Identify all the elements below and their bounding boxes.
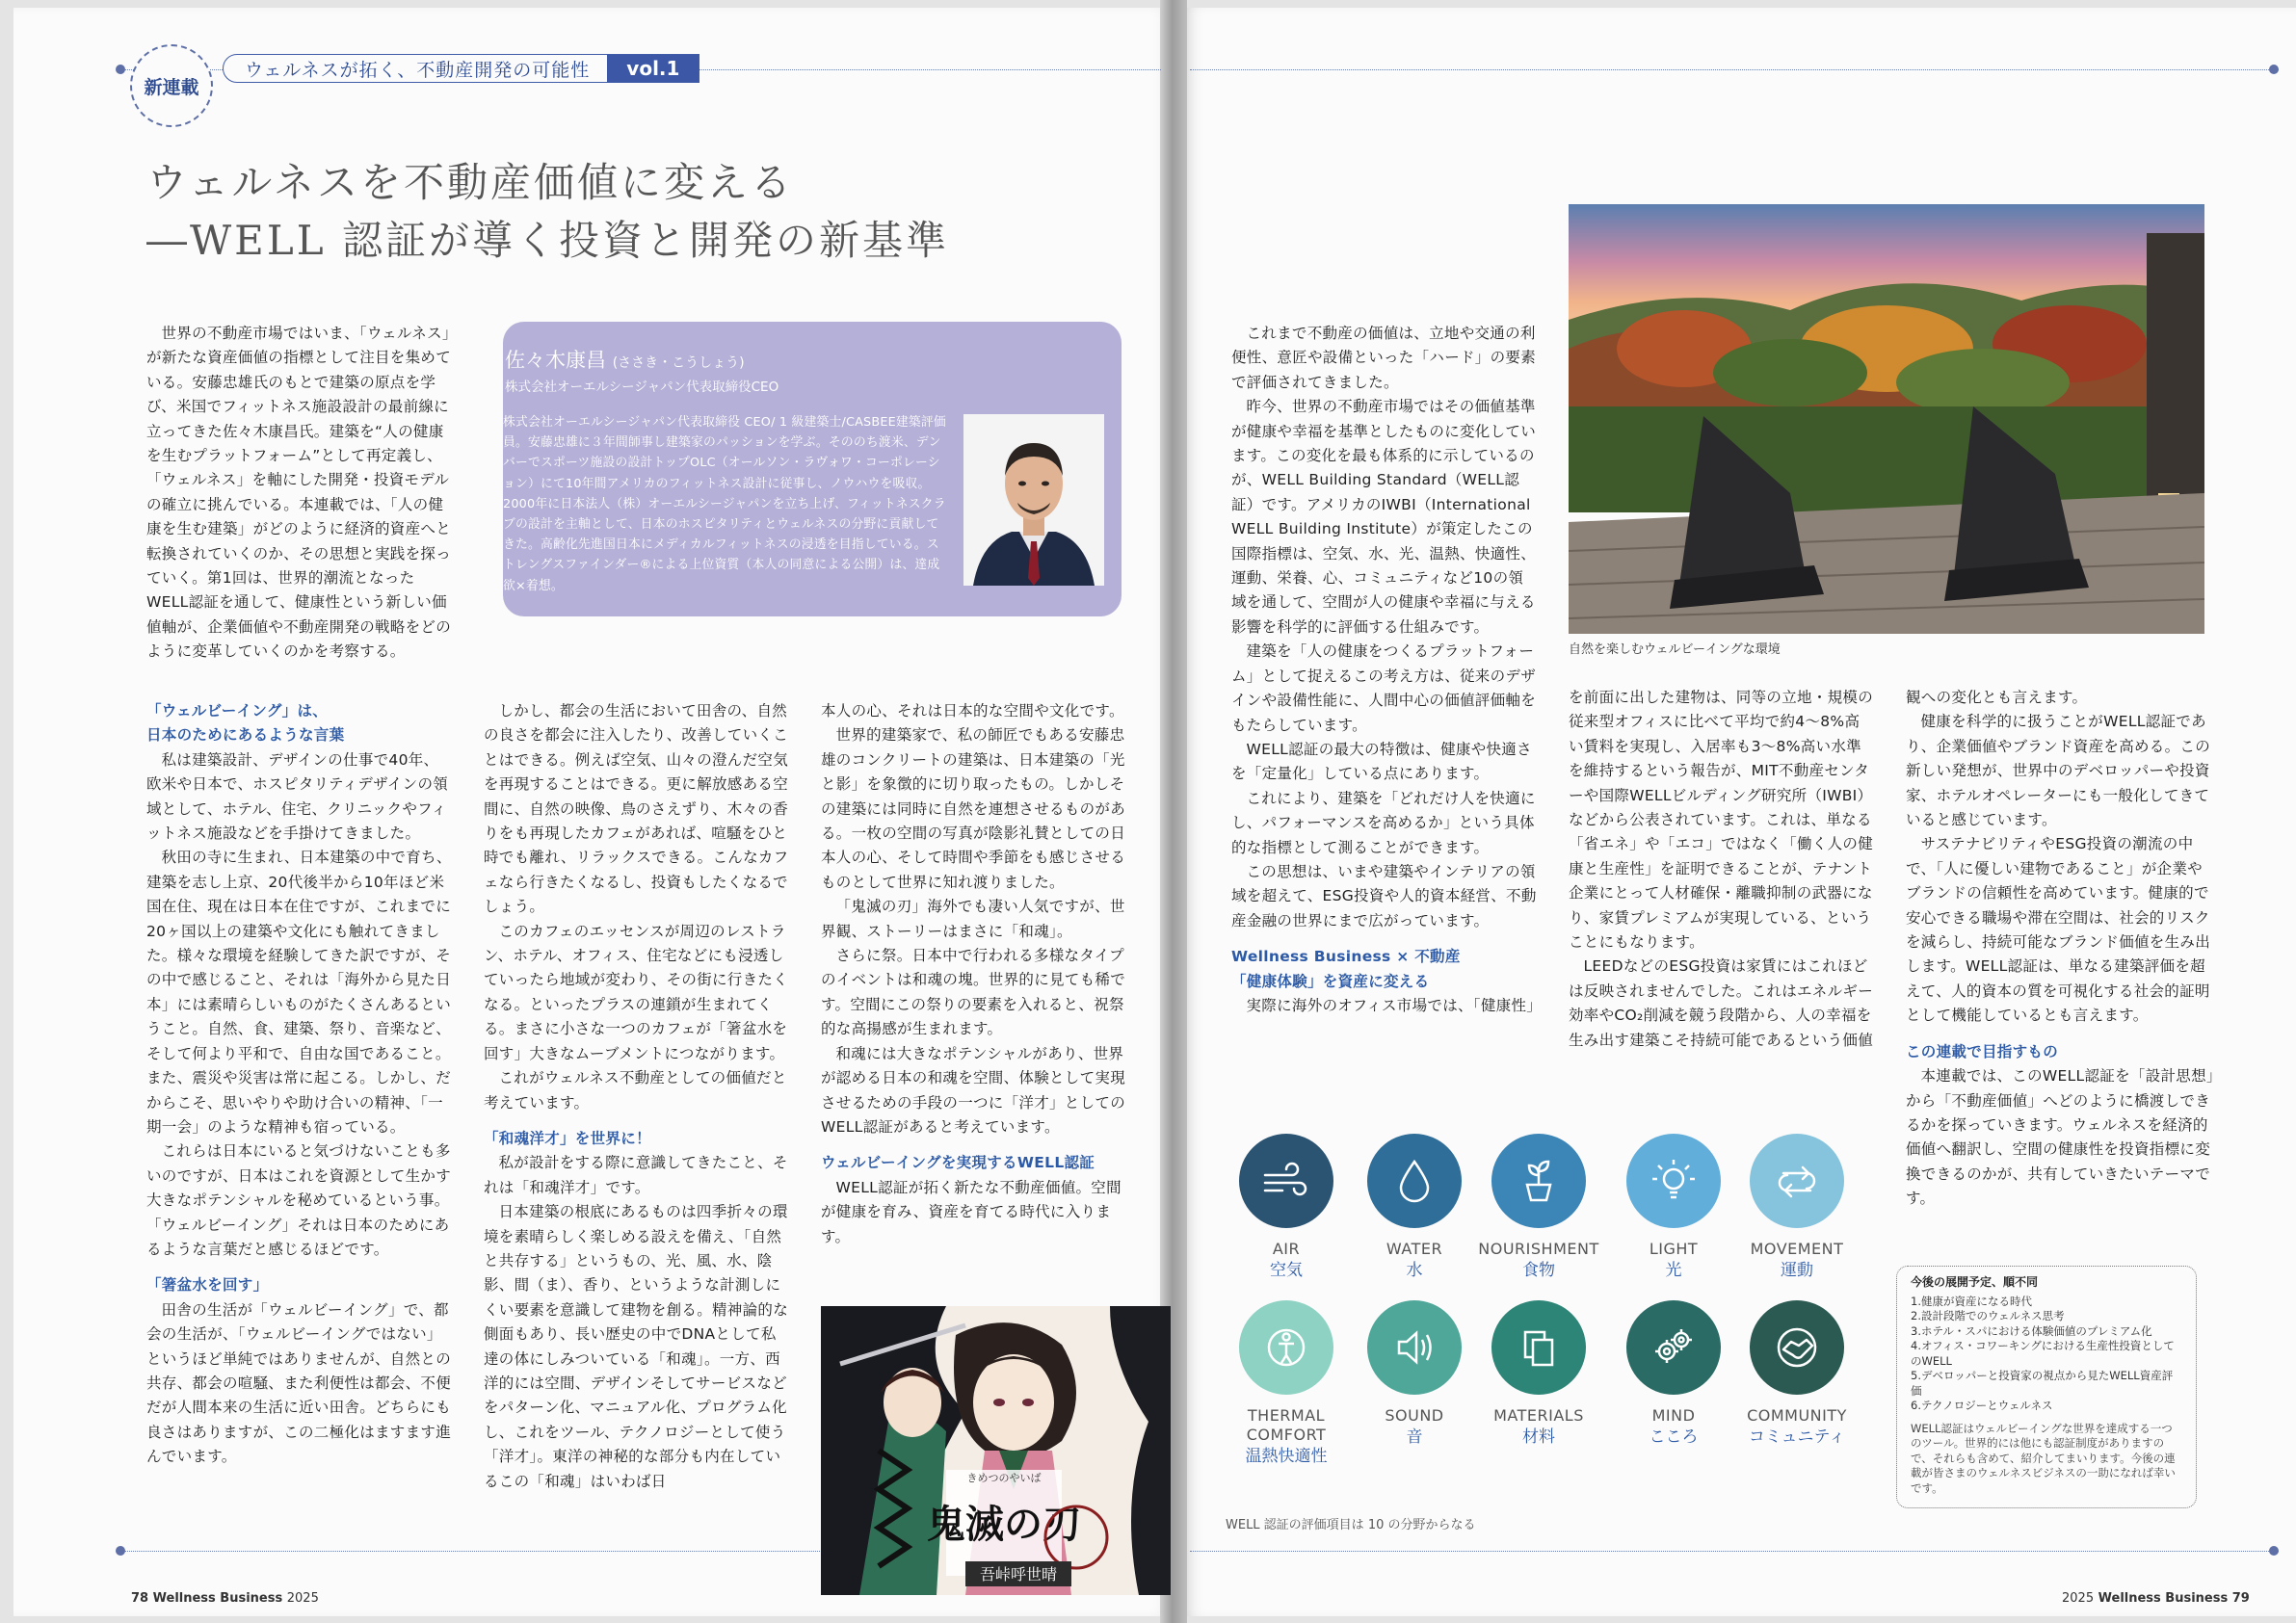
footer-rule-dot [116, 1546, 125, 1556]
air-icon [1239, 1134, 1333, 1228]
sprout-pot-icon [1491, 1134, 1586, 1228]
concept-materials: MATERIALS 材料 [1476, 1300, 1601, 1449]
section-heading: ウェルビーイングを実現するWELL認証 [821, 1154, 1095, 1172]
mind-gears-icon [1626, 1300, 1721, 1395]
author-bio: 株式会社オーエルシージャパン代表取締役 CEO/ 1 級建築士/CASBEE建築評価員。安藤忠雄に３年間師事し建築家のパッションを学ぶ。そののち渡米、デンバーでスポーツ施設の設計トップOLC（オールソン・ラヴォワ・コーポレーション）にて10年間アメリカのフィットネス設計に従事し、ノウハウを吸収。2000年に日本法人（株）オーエルシージャパンを立ち上げ、フィットネスクラブの設計を主軸として、日本のホスピタリティとウェルネスの分野に貢献してきた。高齢化先進国日本にメディカルフィットネスの浸透を目指している。ストレングスファインダー®による上位資質（本人の同意による公開）は、達成欲×着想。 [503, 415, 946, 593]
right-column-1: これまで不動産の価値は、立地や交通の利便性、意匠や設備といった「ハード」の要素で評価されてきました。 昨今、世界の不動産市場ではその価値基準が健康や幸福を基準としたものに変化しています。この変化を最も体系的に示しているのが、WELL Building Standard（WELL認証）です。アメリカのIWBI（International WELL Building Institute）が策定したこの国際指標は、空気、水、光、温熱、快適性、運動、栄養、心、コミュニティなど10の領域を通して、空間が人の健康や幸福に与える影響を科学的に評価する仕組みです。 建築を「人の健康をつくるプラットフォーム」として捉えるこの考え方は、従来のデザインや設備性能に、人間中心の価値評価軸をもたらしています。 WELL認証の最大の特徴は、健康や快適さを「定量化」している点にあります。 これにより、建築を「どれだけ人を快適にし、パフォーマンスを高めるか」という具体的な指標として測ることができます。 この思想は、いまや建築やインテリアの領域を超えて、ESG投資や人的資本経営、不動産金融の世界にまで広がっています。 Wellness Business × 不動産 「健康体験」を資産に変える 実際に海外のオフィス市場では、「健康性」 [1231, 325, 1543, 1014]
icons-caption: WELL 認証の評価項目は 10 の分野からなる [1226, 1518, 1476, 1532]
manga-author: 吾峠呼世晴 [979, 1565, 1058, 1584]
right-column-3: 観への変化とも言えます。 健康を科学的に扱うことがWELL認証であり、企業価値やブランド資産を高める。この新しい発想が、世界中のデベロッパーや投資家、ホテルオペレーターにも一般化してきていると感じています。 サステナビリティやESG投資の潮流の中で、「人に優しい建物であること」が企業やブランドの信頼性を高めています。健康的で安心できる職場や滞在空間は、社会的リスクを減らし、持続可能なブランド価値を生み出します。WELL認証は、単なる建築評価を超えて、人的資本の質を可視化する社会的証明として機能しているとも言えます。 この連載で目指すもの 本連載では、このWELL認証を「設計思想」から「不動産価値」へどのように橋渡しできるかを探っていきます。ウェルネスを経済的価値へ翻訳し、空間の健康性を投資指標に変換できるのかが、共有していきたいテーマです。 [1906, 686, 2216, 1212]
left-column-1: 「ウェルビーイング」は、 日本のためにあるような言葉 私は建築設計、デザインの仕事で40年、欧米や日本で、ホスピタリティデザインの領域として、ホテル、住宅、クリニックやフィットネス施設などを手掛けてきました。 秋田の寺に生まれ、日本建築の中で育ち、建築を志し上京、20代後半から10年ほど米国在住、現在は日本在住ですが、これまでに20ヶ国以上の建築や文化にも触れてきました。様々な環境を経験してきた訳ですが、その中で感じること、それは「海外から見た日本」には素晴らしいものがたくさんあるということ。自然、食、建築、祭り、音楽など、そして何より平和で、自由な国であること。また、震災や災害は常に起こる。しかし、だからこそ、思いやりや助け合いの精神、「一期一会」のような精神も宿っている。 これらは日本にいると気づけないことも多いのですが、日本はこれを資源として生かす大きなポテンシャルを秘めているという事。「ウェルビーイング」それは日本のためにあるような言葉だと感じるほどです。 「箸盆水を回す」 田舎の生活が「ウェルビーイング」で、都会の生活が、「ウェルビーイングではない」というほど単純ではありませんが、自然との共存、都会の喧騒、また利便性は都会、不便だが人間本来の生活に近い田舎。どちらにも良さはありますが、この二極化はますます進んでいます。 [146, 699, 453, 1470]
concept-air: AIR 空気 [1224, 1134, 1349, 1282]
thermal-person-icon [1239, 1300, 1333, 1395]
header-rule-dot-right [2269, 65, 2279, 74]
left-column-2: しかし、都会の生活において田舎の、自然の良さを都会に注入したり、改善していくことはできる。例えば空気、山々の澄んだ空気を再現することはできる。更に解放感ある空間に、自然の映像、鳥のさえずり、木々の香りをも再現したカフェがあれば、喧騒をひと時でも離れ、リラックスできる。こんなカフェなら行きたくなるし、投資もしたくなるでしょう。 このカフェのエッセンスが周辺のレストラン、ホテル、オフィス、住宅などにも浸透していったら地域が変わり、その街に行きたくなる。といったプラスの連鎖が生まれてくる。まさに小さな一つのカフェが「箸盆水を回す」大きなムーブメントにつながります。 これがウェルネス不動産としての価値だと考えています。 「和魂洋才」を世界に！ 私が設計をする際に意識してきたこと、それは「和魂洋才」です。 日本建築の根底にあるものは四季折々の環境を素晴らしく楽しめる設えを備え、「自然と共存する」というもの、光、風、水、陰影、間（ま）、香り、というような計測しにくい要素を意識して建物を創る。精神論的な側面もあり、長い歴史の中でDNAとして私達の体にしみついている「和魂」。一方、西洋的には空間、デザインそしてサービスなどをパターン化、マニュアル化、プログラム化し、これをツール、テクノロジーとして使う「洋才」。東洋の神秘的な部分も内在しているこの「和魂」はいわば日 [484, 702, 789, 1490]
manga-kana: きめつのやいば [966, 1472, 1042, 1484]
author-name: 佐々木康昌 (ささき・こうしょう) [505, 349, 745, 372]
schedule-item: 4.オフィス・コワーキングにおける生産性投資としてのWELL [1911, 1339, 2175, 1368]
new-series-badge: 新連載 [130, 44, 213, 127]
schedule-note: WELL認証はウェルビーイングな世界を達成する一つのツール。世界的には他にも認証制度がありますので、それらも含めて、紹介してまいります。今後の連載が皆さまのウェルネスビジネスの一助になれば幸いです。 [1911, 1421, 2176, 1495]
concept-thermal-comfort: THERMAL COMFORT 温熱快適性 [1224, 1300, 1349, 1468]
concept-nourishment: NOURISHMENT 食物 [1476, 1134, 1601, 1282]
left-column-3: 本人の心、それは日本的な空間や文化です。 世界的建築家で、私の師匠でもある安藤忠雄のコンクリートの建築は、日本建築の「光と影」を象徴的に切り取ったもの。しかしその建築には同時に自然を連想させるものがある。一枚の空間の写真が陰影礼賛としての日本人の心、そして時間や季節をも感じさせるものとして世界に知れ渡りました。 「鬼滅の刃」海外でも凄い人気ですが、世界観、ストーリーはまさに「和魂」。 さらに祭。日本中で行われる多様なタイプのイベントは和魂の塊。世界的に見ても稀です。空間にこの祭りの要素を入れると、祝祭的な高揚感が生まれます。 和魂には大きなポテンシャルがあり、世界が認める日本の和魂を空間、体験として実現させるための手段の一つに「洋才」としてのWELL認証があると考えています。 ウェルビーイングを実現するWELL認証 WELL認証が拓く新たな不動産価値。空間が健康を育み、資産を育てる時代に入ります。 [821, 699, 1135, 1249]
right-folio: 2025 Wellness Business 79 [2062, 1591, 2250, 1606]
kimetsu-manga-cover-image [821, 1306, 1171, 1595]
concept-water: WATER 水 [1352, 1134, 1477, 1282]
photo-caption: 自然を楽しむウェルビーイングな環境 [1569, 642, 1781, 657]
footer-dotted-rule-right [1190, 1551, 2279, 1552]
article-lead: 世界の不動産市場ではいま、「ウェルネス」が新たな資産価値の指標として注目を集めている。安藤忠雄氏のもとで建築の原点を学び、米国でフィットネス施設設計の最前線に立ってきた佐々木康昌氏。建築を“人の健康を生むプラットフォーム”として再定義し、「ウェルネス」を軸にした開発・投資モデルの確立に挑んでいる。本連載では、「人の健康を生む建築」がどのように経済的資産へと転換されていくのか、その思想と実践を探っていく。第1回は、世界的潮流となったWELL認証を通して、健康性という新しい価値軸が、企業価値や不動産開発の戦略をどのように変革していくのかを考察する。 [146, 325, 452, 661]
schedule-item: 6.テクノロジーとウェルネス [1911, 1399, 2053, 1412]
schedule-item: 5.デベロッパーと投資家の視点から見たWELL資産評価 [1911, 1369, 2174, 1398]
handshake-icon [1750, 1300, 1844, 1395]
article-title: ウェルネスを不動産価値に変える ―WELL 認証が導く投資と開発の新基準 [146, 159, 949, 264]
section-heading: 「ウェルビーイング」は、 日本のためにあるような言葉 [146, 702, 345, 745]
series-banner [223, 54, 699, 83]
concept-community: COMMUNITY コミュニティ [1734, 1300, 1860, 1449]
section-heading: Wellness Business × 不動産 「健康体験」を資産に変える [1231, 948, 1461, 990]
schedule-item: 1.健康が資産になる時代 [1911, 1294, 2032, 1308]
header-rule-dot [116, 65, 125, 74]
sun-bulb-icon [1626, 1134, 1721, 1228]
upcoming-schedule-box: 今後の展開予定、順不同 1.健康が資産になる時代 2.設計段階でのウェルネス思考 3.ホテル・スパにおける体験価値のプレミアム化 4.オフィス・コワーキングにおける生産性投資としてのWELL 5.デベロッパーと投資家の視点から見たWELL資産評価 6.テクノロジーとウェルネス WELL認証はウェルビーイングな世界を達成する一つのツール。世界的には他にも認証制度がありますので、それらも含めて、紹介してまいります。今後の連載が皆さまのウェルネスビジネスの一助になれば幸いです。 [1896, 1266, 2197, 1508]
header-dotted-rule-right [1190, 69, 2279, 70]
concept-light: LIGHT 光 [1611, 1134, 1736, 1282]
water-drop-icon [1367, 1134, 1462, 1228]
materials-sheets-icon [1491, 1300, 1586, 1395]
section-heading: 「和魂洋才」を世界に！ [484, 1129, 651, 1147]
section-heading: この連載で目指すもの [1906, 1042, 2059, 1060]
concept-sound: SOUND 音 [1352, 1300, 1477, 1449]
author-portrait [963, 414, 1104, 586]
nature-deck-photo [1569, 204, 2204, 634]
author-role: 株式会社オーエルシージャパン代表取締役CEO [505, 380, 779, 395]
section-heading: 「箸盆水を回す」 [146, 1276, 269, 1295]
schedule-item: 2.設計段階でのウェルネス思考 [1911, 1309, 2065, 1322]
speaker-icon [1367, 1300, 1462, 1395]
right-column-2: を前面に出した建物は、同等の立地・規模の従来型オフィスに比べて平均で約4～8%高い賃料を実現し、入居率も3～8%高い水準を維持するという報告が、MIT不動産センターや国際WELLビルディング研究所（IWBI）などから公表されています。これは、単なる「省エネ」や「エコ」ではなく「働く人の健康と生産性」を証明できることが、テナント企業にとって人材確保・離職抑制の武器になり、家賃プレミアムが実現している、ということにもなります。 LEEDなどのESG投資は家賃にはこれほどは反映されませんでした。これはエネルギー効率やCO₂削減を競う段階から、人の幸福を生み出す建築こそ持続可能であるという価値 [1569, 689, 1874, 1049]
movement-arrows-icon [1750, 1134, 1844, 1228]
series-volume: vol.1 [607, 55, 699, 82]
left-folio: 78 Wellness Business 2025 [131, 1591, 319, 1606]
schedule-item: 3.ホテル・スパにおける体験価値のプレミアム化 [1911, 1323, 2152, 1338]
concept-mind: MIND こころ [1611, 1300, 1736, 1449]
series-title: ウェルネスが拓く、不動産開発の可能性 [245, 59, 591, 81]
manga-title: 鬼滅の刃 [927, 1502, 1081, 1547]
concept-movement: MOVEMENT 運動 [1734, 1134, 1860, 1282]
footer-rule-dot-right [2269, 1546, 2279, 1556]
